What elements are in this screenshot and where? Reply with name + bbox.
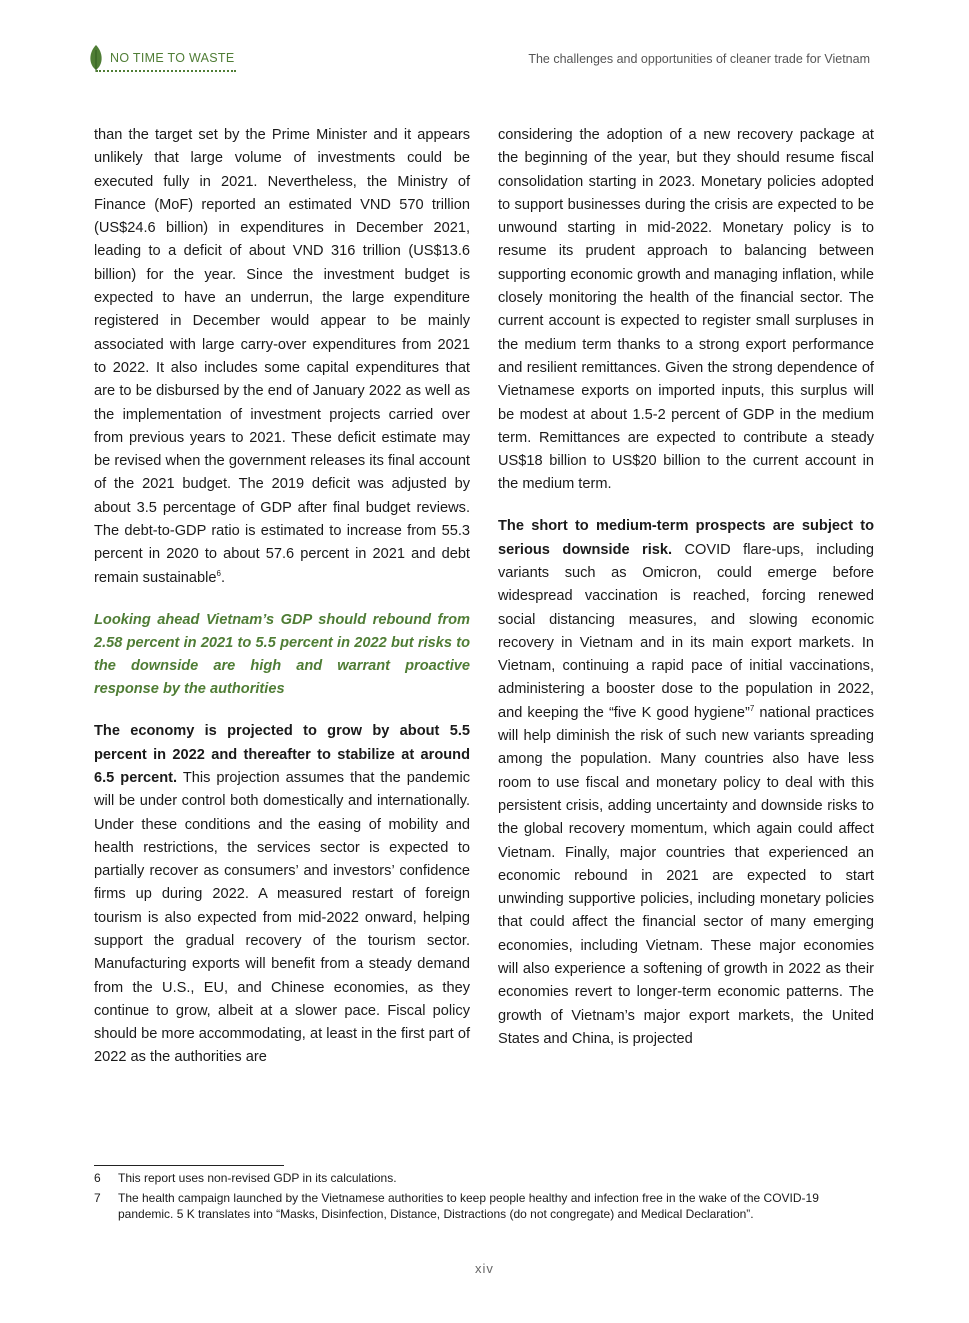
footnote-ref[interactable]: 7 <box>749 703 755 713</box>
leaf-logo-icon <box>88 44 104 72</box>
paragraph-text: national practices will help diminish the risk of such new variants spreading among the population. Many countries also have less room to use fiscal and monetary policy to deal with this persistent crisis, adding uncertainty and downside risks to the global recovery momentum, which again could affect Vietnam. Finally, major countries that experienced an economic rebound in 2021 are expected to start unwinding supportive policies, including monetary policies that could affect the financial sector of many emerging economies, including Vietnam. These major economies will also experience a softening of growth in 2022 as their economies revert to longer-term economic patterns. The growth of Vietnam’s major export markets, the United States and China, is projected <box>498 704 874 1047</box>
footnote <box>94 1190 874 1222</box>
left-column <box>94 124 470 1088</box>
footnote-text: This report uses non-revised GDP in its calculations. <box>118 1171 397 1185</box>
footnote-number: 6 <box>94 1171 101 1185</box>
footnote-number: 7 <box>94 1191 101 1205</box>
lead-sentence: The economy is projected to grow by about 5.5 percent in 2022 and thereafter to stabilize at around 6.5 percent. <box>94 723 470 786</box>
paragraph <box>94 720 470 1069</box>
paragraph: considering the adoption of a new recovery package at the beginning of the year, but they should resume fiscal consolidation starting in 2023. Monetary policies adopted to support businesses during the crisis are expected to be unwound starting in mid-2022. Monetary policy is to resume its prudent approach to balancing between supporting economic growth and managing inflation, while closely monitoring the health of the financial sector. The current account is expected to register small surpluses in the medium term thanks to a strong export performance and resilient remittances. Given the strong dependence of Vietnamese exports on imported inputs, this surplus will be modest at about 1.5-2 percent of GDP in the medium term. Remittances are expected to contribute a steady US$18 billion to US$20 billion to the current account in the medium term. <box>498 127 874 493</box>
lead-sentence: The short to medium-term prospects are subject to serious downside risk. <box>498 518 874 558</box>
brand-underline <box>96 70 236 72</box>
footnote-ref[interactable]: 6 <box>216 568 221 578</box>
footnote-text: The health campaign launched by the Vietnamese authorities to keep people healthy and infection free in the wake of the COVID-19 pandemic. 5 K translates into “Masks, Disinfection, Distance, Distractions (do not congregate) and Medical Declaration”. <box>118 1191 819 1221</box>
brand-title: NO TIME TO WASTE <box>110 51 235 65</box>
footnote-divider <box>94 1165 284 1166</box>
right-column <box>498 124 874 1070</box>
footnote <box>94 1170 874 1186</box>
paragraph-text: This projection assumes that the pandemic will be under control both domestically and internationally. Under these conditions and the easing of mobility and health restrictions, the services sector is expected to partially recover as consumers’ and investors’ confidence firms up during 2022. A measured restart of foreign tourism is also expected from mid-2022 onward, helping support the gradual recovery of the tourism sector. Manufacturing exports will benefit from a steady demand from the U.S., EU, and Chinese economies, as they continue to grow, albeit at a slower pace. Fiscal policy should be more accommodating, at least in the first part of 2022 as the authorities are <box>94 769 470 1066</box>
page-number: xiv <box>475 1261 494 1276</box>
section-heading: Looking ahead Vietnam’s GDP should rebound from 2.58 percent in 2021 to 5.5 percent in 2022 but risks to the downside are high and warrant proactive response by the authorities <box>94 611 470 698</box>
header-brand <box>88 44 235 72</box>
paragraph <box>498 515 874 1051</box>
paragraph-end: . <box>220 569 226 586</box>
running-header: The challenges and opportunities of cleaner trade for Vietnam <box>528 52 870 66</box>
paragraph-text: COVID flare-ups, including variants such as Omicron, could emerge before widespread vaccination is reached, forcing renewed social distancing measures, and slowing economic recovery in Vietnam and in its main export markets. In Vietnam, continuing a rapid pace of initial vaccinations, administering a booster dose to the population in 2022, and keeping the “five K good hygiene” <box>498 541 874 721</box>
paragraph-text: than the target set by the Prime Minister and it appears unlikely that large volume of investments could be executed fully in 2021. Nevertheless, the Ministry of Finance (MoF) reported an estimated VND 570 trillion (US$24.6 billion) in expenditures in December 2021, leading to a deficit of about VND 316 trillion (US$13.6 billion) for the year. Since the investment budget is expected to have an underrun, the large expenditure registered in December would appear to be mainly associated with large carry-over expenditures from 2021 to 2022. It also includes some capital expenditures that are to be disbursed by the end of January 2022 as well as the implementation of investment projects carried over from previous years to 2021. These deficit estimate may be revised when the government releases its final account of the 2021 budget. The 2019 deficit was adjusted by about 3.5 percentage of GDP after final budget reviews. The debt-to-GDP ratio is estimated to increase from 55.3 percent in 2020 to about 57.6 percent in 2021 and debt remain sustainable <box>94 127 470 586</box>
paragraph <box>94 124 470 590</box>
